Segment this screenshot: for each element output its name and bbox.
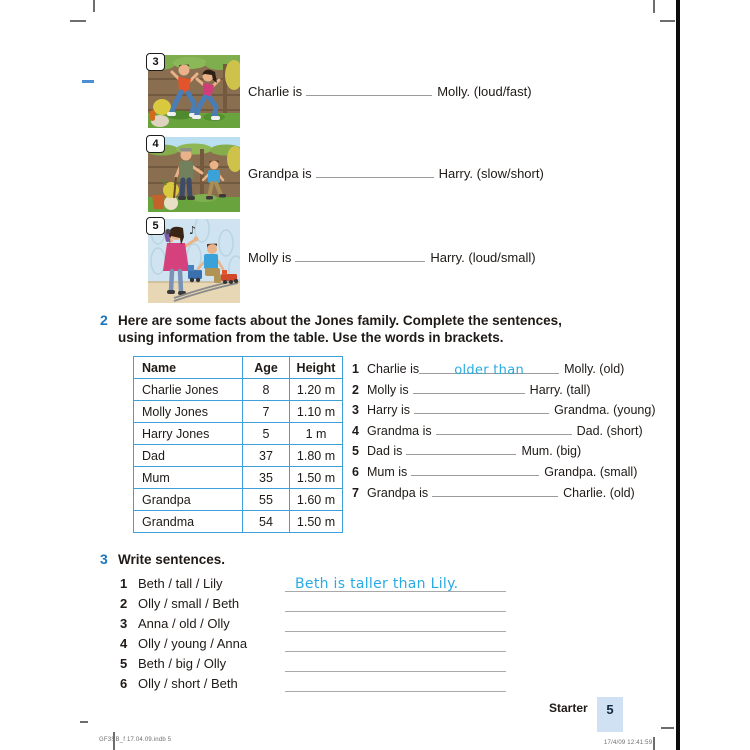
page-number-box — [597, 697, 623, 732]
sentence-lead: Molly is — [248, 250, 292, 265]
exercise2-sentence-1 — [352, 362, 656, 376]
exercise3-item-3 — [120, 616, 506, 636]
sentence-number: 3 — [352, 403, 359, 418]
cell-name: Molly Jones — [134, 401, 243, 423]
cell-height: 1.50 m — [290, 511, 343, 533]
item-number: 3 — [120, 616, 128, 631]
exercise1-sentence-3 — [248, 84, 532, 99]
sentence-lead: Grandpa is — [367, 485, 429, 500]
cell-age: 54 — [243, 511, 290, 533]
sentence-lead: Molly is — [367, 382, 409, 397]
sentence-lead: Mum is — [367, 464, 408, 479]
handwritten-answer: Beth is taller than Lily. — [295, 576, 459, 592]
exercise2-sentence-7 — [352, 485, 656, 500]
answer-blank — [419, 362, 559, 378]
item-prompt: Olly / young / Anna — [138, 636, 248, 651]
sentence-tail: Harry. (slow/short) — [438, 166, 544, 181]
item-number: 6 — [120, 676, 128, 691]
cell-name: Harry Jones — [134, 423, 243, 445]
column-header-height: Height — [290, 357, 343, 379]
sentence-number: 7 — [352, 485, 359, 500]
sentence-number: 5 — [352, 444, 359, 459]
item-number: 4 — [120, 636, 128, 651]
crop-mark-top-left-horizontal — [70, 20, 86, 22]
table-header-row — [134, 357, 343, 379]
sentence-tail: Grandpa. (small) — [544, 464, 638, 479]
exercise1-sentence-4 — [248, 166, 544, 181]
registration-mark-blue — [82, 80, 94, 83]
answer-blank — [413, 382, 525, 394]
crop-mark-top-left-vertical — [93, 0, 95, 12]
sentence-tail: Dad. (short) — [576, 423, 643, 438]
item-number: 2 — [120, 596, 128, 611]
sentence-tail: Mum. (big) — [521, 444, 582, 459]
jones-family-table — [133, 356, 343, 533]
answer-blank — [411, 464, 539, 476]
cell-height: 1.60 m — [290, 489, 343, 511]
sentence-lead: Grandpa is — [248, 166, 312, 181]
exercise3-item-list — [120, 576, 506, 696]
answer-blank — [432, 485, 558, 497]
sentence-number: 6 — [352, 464, 359, 479]
cell-name: Charlie Jones — [134, 379, 243, 401]
exercise3-number: 3 — [100, 551, 108, 567]
exercise2-sentence-list — [352, 362, 656, 505]
page-number: 5 — [606, 702, 614, 717]
cell-height: 1.50 m — [290, 467, 343, 489]
exercise3-item-6 — [120, 676, 506, 696]
exercise2-instructions: Here are some facts about the Jones family. Complete the sentences, using information from the table. Use the words in brackets. — [118, 313, 562, 345]
table-row — [134, 423, 343, 445]
cell-name: Grandpa — [134, 489, 243, 511]
table-row — [134, 467, 343, 489]
cell-name: Mum — [134, 467, 243, 489]
cell-age: 7 — [243, 401, 290, 423]
cell-age: 35 — [243, 467, 290, 489]
cell-height: 1.80 m — [290, 445, 343, 467]
item-prompt: Beth / tall / Lily — [138, 576, 223, 591]
crop-mark-top-right-horizontal — [660, 20, 675, 22]
crop-mark-bottom-right-horizontal — [661, 727, 674, 729]
exercise3-item-1 — [120, 576, 506, 596]
cell-name: Grandma — [134, 511, 243, 533]
sentence-lead: Grandma is — [367, 423, 432, 438]
cell-age: 5 — [243, 423, 290, 445]
column-header-name: Name — [134, 357, 243, 379]
cell-age: 55 — [243, 489, 290, 511]
item-number-badge: 3 — [146, 53, 165, 71]
handwritten-answer: older than — [454, 363, 525, 378]
page-edge-line — [676, 0, 680, 750]
sentence-tail: Molly. (loud/fast) — [437, 84, 532, 99]
item-number: 1 — [120, 576, 128, 591]
item-number-badge: 4 — [146, 135, 165, 153]
exercise3-item-2 — [120, 596, 506, 616]
item-prompt: Anna / old / Olly — [138, 616, 230, 631]
crop-mark-bottom-right-vertical — [653, 737, 655, 750]
sentence-tail: Grandma. (young) — [554, 403, 656, 418]
sentence-number: 1 — [352, 362, 359, 376]
svg-text:♪: ♪ — [189, 224, 197, 237]
answer-blank — [414, 402, 549, 414]
table-row — [134, 445, 343, 467]
crop-mark-bottom-left-horizontal — [80, 721, 88, 723]
answer-blank — [295, 250, 425, 262]
answer-blank — [316, 166, 434, 178]
exercise2-sentence-5 — [352, 443, 656, 458]
exercise3-item-4 — [120, 636, 506, 656]
answer-blank — [406, 443, 516, 455]
sentence-tail: Harry. (loud/small) — [430, 250, 536, 265]
cell-age: 37 — [243, 445, 290, 467]
answer-line — [285, 655, 506, 672]
answer-blank — [436, 423, 572, 435]
table-row — [134, 379, 343, 401]
print-file-info: GF3SB_f 17.04.09.indb 5 — [99, 737, 172, 743]
answer-line — [285, 615, 506, 632]
sentence-number: 2 — [352, 382, 359, 397]
sentence-lead: Dad is — [367, 444, 403, 459]
exercise2-number: 2 — [100, 312, 108, 328]
column-header-age: Age — [243, 357, 290, 379]
answer-blank — [306, 84, 432, 96]
item-prompt: Olly / small / Beth — [138, 596, 240, 611]
cell-height: 1.20 m — [290, 379, 343, 401]
exercise2-sentence-4 — [352, 423, 656, 438]
item-prompt: Beth / big / Olly — [138, 656, 227, 671]
table-row — [134, 489, 343, 511]
section-label: Starter — [549, 701, 588, 715]
answer-line — [285, 675, 506, 692]
sentence-tail: Charlie. (old) — [563, 485, 635, 500]
sentence-lead: Charlie is — [248, 84, 303, 99]
sentence-tail: Harry. (tall) — [529, 382, 591, 397]
item-number: 5 — [120, 656, 128, 671]
item-number-badge: 5 — [146, 217, 165, 235]
print-timestamp: 17/4/09 12:41:59 — [604, 740, 653, 746]
cell-height: 1 m — [290, 423, 343, 445]
item-prompt: Olly / short / Beth — [138, 676, 238, 691]
answer-line — [285, 635, 506, 652]
table-row — [134, 511, 343, 533]
table-row — [134, 401, 343, 423]
exercise3-title: Write sentences. — [118, 552, 226, 567]
exercise2-sentence-3 — [352, 402, 656, 417]
sentence-tail: Molly. (old) — [564, 362, 625, 376]
cell-height: 1.10 m — [290, 401, 343, 423]
cell-age: 8 — [243, 379, 290, 401]
exercise2-sentence-6 — [352, 464, 656, 479]
sentence-number: 4 — [352, 423, 359, 438]
exercise1-sentence-5 — [248, 250, 536, 265]
cell-name: Dad — [134, 445, 243, 467]
exercise3-item-5 — [120, 656, 506, 676]
sentence-lead: Harry is — [367, 403, 411, 418]
answer-line — [285, 595, 506, 612]
crop-mark-top-right-vertical — [653, 0, 655, 13]
answer-line — [285, 575, 506, 592]
sentence-lead: Charlie is — [367, 362, 420, 376]
exercise2-sentence-2 — [352, 382, 656, 397]
